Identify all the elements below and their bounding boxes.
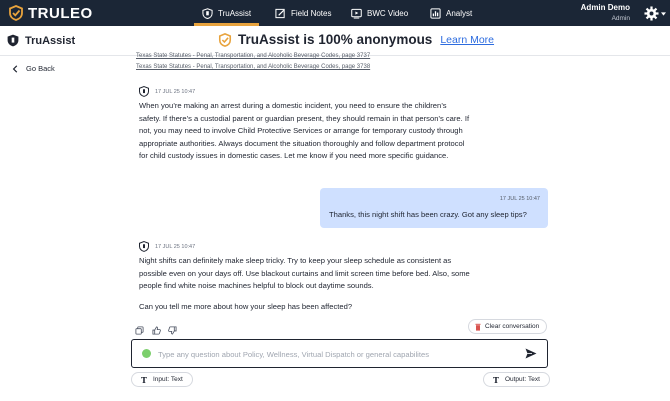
- source-link[interactable]: Texas State Statutes - Penal, Transportation, and Alcoholic Beverage Codes, page 3737: [136, 53, 371, 59]
- anonymous-banner: [218, 32, 494, 47]
- chevron-down-icon[interactable]: [661, 12, 666, 16]
- input-mode-label: Input: Text: [152, 376, 183, 383]
- shield-icon: [139, 86, 149, 97]
- chat-input-box[interactable]: [131, 339, 548, 368]
- page-title-text: TruAssist: [25, 34, 76, 47]
- chart-icon: [430, 8, 441, 19]
- tab-truassist[interactable]: [202, 0, 251, 26]
- message-line: for child custody issues in domestic cases. Let me know if you need more specific guidance.: [139, 151, 449, 161]
- go-back-label: Go Back: [26, 64, 55, 73]
- tab-bwc-video[interactable]: [351, 0, 408, 26]
- learn-more-link[interactable]: Learn More: [440, 33, 495, 46]
- assistant-message: [139, 100, 519, 163]
- text-icon: T: [141, 374, 147, 385]
- trash-icon: [475, 323, 481, 331]
- logo-text: TRULEO: [28, 4, 93, 22]
- tab-label: BWC Video: [367, 8, 409, 18]
- message-line: Night shifts can definitely make sleep tricky. Try to keep your sleep schedule as consistent as: [139, 256, 452, 265]
- truleo-logo[interactable]: [8, 4, 93, 22]
- tab-label: Analyst: [446, 8, 473, 18]
- shield-icon: [139, 241, 149, 252]
- thumbs-down-icon[interactable]: [168, 326, 177, 335]
- message-header: [139, 241, 195, 252]
- message-line: appropriate authorities. Always document the situation thoroughly and follow department protocol: [139, 138, 465, 148]
- message-header: [139, 86, 195, 97]
- go-back-button[interactable]: [12, 64, 55, 73]
- message-line: safety. If there’s a custodial parent or guardian present, they should remain in that person’s care. If: [139, 113, 470, 123]
- message-followup: Can you tell me more about how your sleep has been affected?: [139, 302, 353, 312]
- message-line: When you’re making an arrest during a domestic incident, you need to ensure the children’s: [139, 101, 447, 110]
- output-mode-label: Output: Text: [504, 376, 540, 383]
- shield-icon: [202, 8, 213, 19]
- shield-icon: [7, 34, 19, 47]
- notes-icon: [275, 8, 286, 19]
- input-mode-button[interactable]: [131, 372, 193, 387]
- tab-label: TruAssist: [218, 8, 252, 18]
- send-icon[interactable]: [525, 348, 537, 359]
- user-message-bubble: [320, 188, 548, 228]
- check-shield-icon: [218, 33, 232, 47]
- user-name: Admin Demo: [580, 3, 630, 12]
- user-role: Admin: [611, 15, 630, 22]
- user-message-text: Thanks, this night shift has been crazy. Got any sleep tips?: [329, 210, 527, 219]
- assistant-message: [139, 255, 519, 314]
- page-header: [0, 26, 670, 56]
- clear-conversation-button[interactable]: [468, 319, 547, 334]
- chevron-left-icon: [12, 65, 18, 73]
- anonymous-text: TruAssist is 100% anonymous: [238, 32, 433, 47]
- video-icon: [351, 8, 362, 19]
- tab-analyst[interactable]: [430, 0, 472, 26]
- copy-icon[interactable]: [135, 326, 144, 335]
- message-timestamp: 17 JUL 25 10:47: [155, 243, 196, 250]
- thumbs-up-icon[interactable]: [152, 326, 161, 335]
- status-indicator: [142, 349, 151, 358]
- source-link[interactable]: Texas State Statutes - Penal, Transportation, and Alcoholic Beverage Codes, page 3738: [136, 64, 371, 70]
- chat-input[interactable]: [158, 346, 518, 362]
- message-line: possible even on your days off. Use blackout curtains and limit screen time before bed. Also, some: [139, 268, 470, 278]
- check-shield-icon: [8, 5, 24, 21]
- output-mode-button[interactable]: [483, 372, 550, 387]
- gear-icon[interactable]: [644, 6, 659, 21]
- clear-conversation-label: Clear conversation: [485, 323, 540, 330]
- text-icon: T: [493, 374, 499, 385]
- tab-label: Field Notes: [291, 8, 332, 18]
- top-nav-bar: [0, 0, 670, 26]
- user-menu[interactable]: [581, 3, 630, 22]
- message-timestamp: 17 JUL 25 10:47: [155, 88, 196, 95]
- page-title: [7, 34, 75, 47]
- message-timestamp: 17 JUL 25 10:47: [499, 196, 540, 202]
- message-line: people find white noise machines helpful to block out daytime sounds.: [139, 281, 374, 291]
- tab-field-notes[interactable]: [275, 0, 331, 26]
- message-line: not, you may need to involve Child Protective Services or arrange for temporary custody through: [139, 126, 463, 136]
